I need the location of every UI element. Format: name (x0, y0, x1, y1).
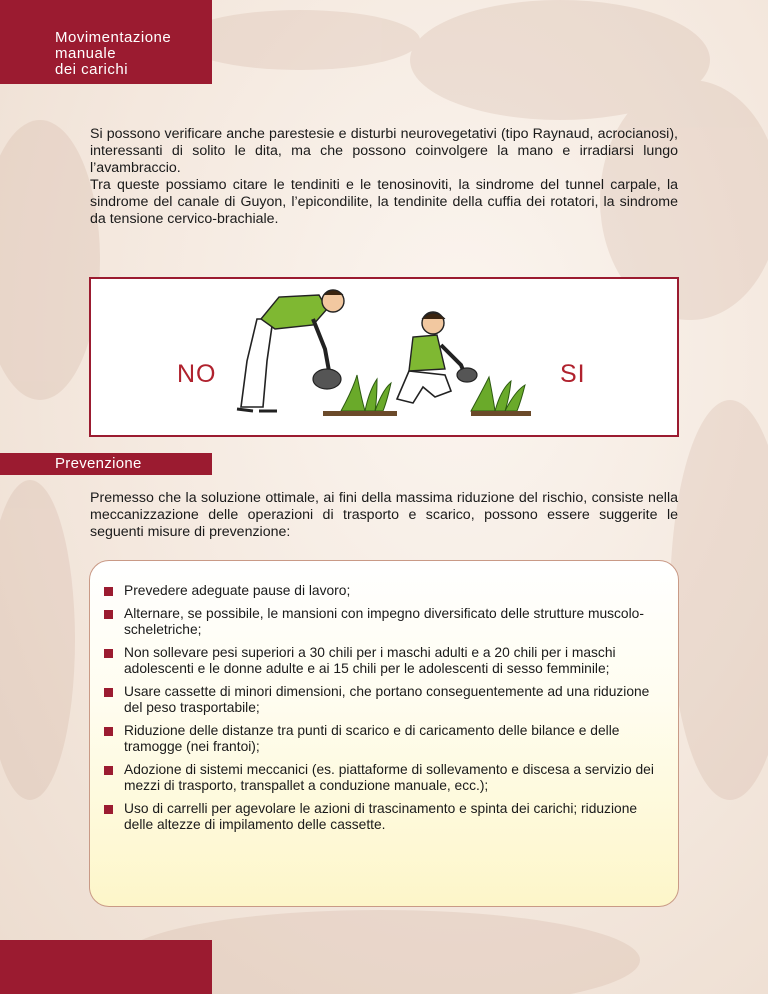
square-bullet-icon (104, 688, 113, 697)
lifting-posture-drawing (91, 279, 677, 435)
bent-back-worker-figure (237, 290, 397, 416)
intro-text (90, 126, 678, 228)
square-bullet-icon (104, 610, 113, 619)
list-item: Uso di carrelli per agevolare le azioni di trascinamento e spinta dei carichi; riduzione delle altezze di impilamento delle cassette. (104, 801, 660, 833)
intro-paragraph-1: Si possono verificare anche parestesie e disturbi neurovegetativi (tipo Raynaud, acrocianosi), interessanti di solito le dita, ma che possono coinvolgere la mano e irradiarsi lungo l’avambraccio. (90, 126, 678, 176)
prevention-measures-box (89, 560, 679, 907)
intro-paragraph-2: Tra queste possiamo citare le tendiniti e le tenosinoviti, la sindrome del tunnel carpale, la sindrome del canale di Guyon, l’epicondilite, la tendinite della cuffia dei rotatori, la sindrome da tensione cervico-brachiale. (90, 177, 678, 227)
list-item: Riduzione delle distanze tra punti di scarico e di caricamento delle bilance e delle tramogge (nei frantoi); (104, 723, 660, 755)
list-item: Adozione di sistemi meccanici (es. piattaforme di sollevamento e discesa a servizio dei mezzi di trasporto, transpallet a conduzione manuale, ecc.); (104, 762, 660, 794)
prevention-heading: Prevenzione (55, 455, 142, 472)
section-header (0, 0, 212, 84)
square-bullet-icon (104, 805, 113, 814)
list-item: Usare cassette di minori dimensioni, che portano conseguentemente ad una riduzione del peso trasportabile; (104, 684, 660, 716)
prevention-measures-list (104, 583, 660, 833)
square-bullet-icon (104, 766, 113, 775)
list-item: Prevedere adeguate pause di lavoro; (104, 583, 660, 599)
square-bullet-icon (104, 727, 113, 736)
list-item: Non sollevare pesi superiori a 30 chili per i maschi adulti e a 20 chili per i maschi adolescenti e le donne adulte e ai 15 chili per le adolescenti di sesso femminile; (104, 645, 660, 677)
label-correct-posture: SI (560, 360, 586, 388)
lifting-illustration (89, 277, 679, 437)
label-wrong-posture: NO (177, 360, 217, 388)
square-bullet-icon (104, 649, 113, 658)
list-item: Alternare, se possibile, le mansioni con impegno diversificato delle strutture muscolo-scheletriche; (104, 606, 660, 638)
square-bullet-icon (104, 587, 113, 596)
prevention-intro: Premesso che la soluzione ottimale, ai fini della massima riduzione del rischio, consiste nella meccanizzazione delle operazioni di trasporto e scarico, possono essere suggerite le seguenti misure di prevenzione: (90, 490, 678, 540)
footer-accent-bar (0, 940, 212, 994)
squatting-worker-figure (397, 312, 531, 416)
prevention-heading-bar (0, 453, 212, 475)
header-title: Movimentazione manuale dei carichi (55, 29, 172, 78)
